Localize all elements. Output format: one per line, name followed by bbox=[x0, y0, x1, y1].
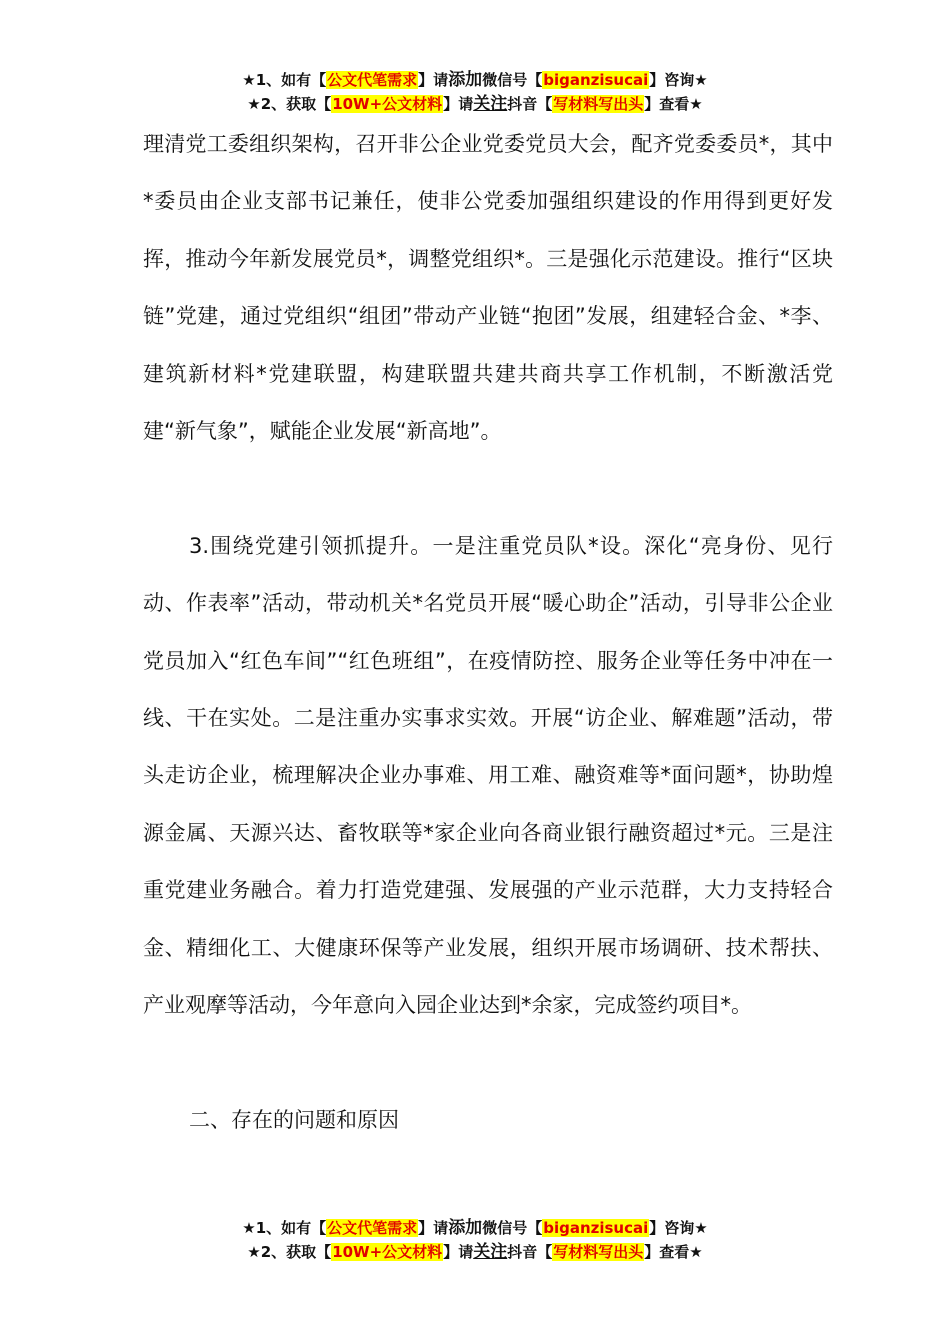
promo-highlight-wechat-id: biganzisucai bbox=[543, 1219, 649, 1237]
promo-emphasis: 关注 bbox=[473, 94, 508, 114]
promo-highlight-service: 公文代笔需求 bbox=[327, 1219, 418, 1237]
promo-line-1 bbox=[0, 1216, 950, 1240]
promo-emphasis: 关注 bbox=[473, 1242, 508, 1262]
promo-emphasis: 添加 bbox=[448, 70, 483, 90]
promo-highlight-service: 公文代笔需求 bbox=[327, 71, 418, 89]
promo-text: 抖音【 bbox=[507, 95, 553, 113]
promo-text: 】请 bbox=[443, 95, 474, 113]
footer-promo-banner bbox=[0, 1216, 950, 1264]
promo-text: 】咨询★ bbox=[649, 71, 708, 89]
promo-text: ★1、如有【 bbox=[242, 71, 327, 89]
promo-text: ★2、获取【 bbox=[247, 95, 332, 113]
promo-emphasis: 添加 bbox=[448, 1218, 483, 1238]
paragraph-section-3: 3.围绕党建引领抓提升。一是注重党员队*设。深化“亮身份、见行动、作表率”活动，带动机关*名党员开展“暖心助企”活动，引导非公企业党员加入“红色车间”“红色班组”，在疫情防控、服务企业等任务中冲在一线、干在实处。二是注重办实事求实效。开展“访企业、解难题”活动，带头走访企业，梳理解决企业办事难、用工难、融资难等*面问题*，协助煌源金属、天源兴达、畜牧联等*家企业向各商业银行融资超过*元。三是注重党建业务融合。着力打造党建强、发展强的产业示范群，大力支持轻合金、精细化工、大健康环保等产业发展，组织开展市场调研、技术帮扶、产业观摩等活动，今年意向入园企业达到*余家，完成签约项目*。 bbox=[143, 533, 833, 1018]
section-heading-2: 二、存在的问题和原因 bbox=[189, 1107, 399, 1132]
promo-text: 】查看★ bbox=[644, 1243, 703, 1261]
promo-text: 】查看★ bbox=[644, 95, 703, 113]
promo-text: 】请 bbox=[443, 1243, 474, 1261]
promo-line-1 bbox=[0, 68, 950, 92]
promo-highlight-douyin-account: 写材料写出头 bbox=[553, 1243, 644, 1261]
promo-highlight-wechat-id: biganzisucai bbox=[543, 71, 649, 89]
header-promo-banner bbox=[0, 68, 950, 116]
promo-highlight-materials: 10W+公文材料 bbox=[332, 95, 443, 113]
promo-text: 】请 bbox=[418, 1219, 449, 1237]
promo-text: 】请 bbox=[418, 71, 449, 89]
promo-text: 微信号【 bbox=[482, 71, 543, 89]
paragraph-continuation: 理清党工委组织架构，召开非公企业党委党员大会，配齐党委委员*，其中*委员由企业支部书记兼任，使非公党委加强组织建设的作用得到更好发挥，推动今年新发展党员*，调整党组织*。三是强化示范建设。推行“区块链”党建，通过党组织“组团”带动产业链“抱团”发展，组建轻合金、*李、建筑新材料*党建联盟，构建联盟共建共商共享工作机制，不断激活党建“新气象”，赋能企业发展“新高地”。 bbox=[143, 132, 833, 444]
promo-line-2 bbox=[0, 92, 950, 116]
document-body bbox=[143, 116, 833, 1149]
paragraph-spacer bbox=[143, 1034, 833, 1091]
promo-text: ★1、如有【 bbox=[242, 1219, 327, 1237]
promo-text: 微信号【 bbox=[482, 1219, 543, 1237]
paragraph-spacer bbox=[143, 460, 833, 517]
promo-highlight-douyin-account: 写材料写出头 bbox=[553, 95, 644, 113]
promo-highlight-materials: 10W+公文材料 bbox=[332, 1243, 443, 1261]
promo-line-2 bbox=[0, 1240, 950, 1264]
promo-text: 抖音【 bbox=[507, 1243, 553, 1261]
promo-text: 】咨询★ bbox=[649, 1219, 708, 1237]
promo-text: ★2、获取【 bbox=[247, 1243, 332, 1261]
